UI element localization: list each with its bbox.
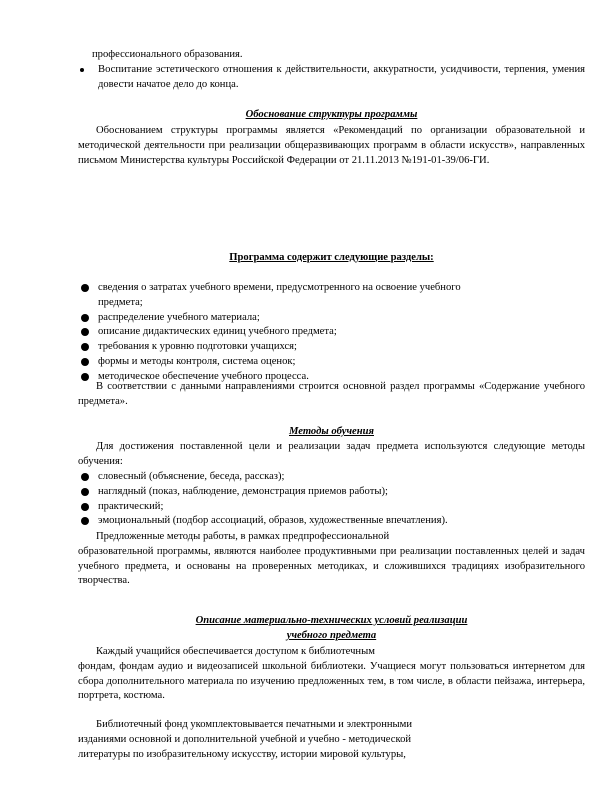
list-item: описание дидактических единиц учебного предмета; <box>78 325 508 340</box>
list-item: Воспитание эстетического отношения к действительности, аккуратности, усидчивости, терпения, умения довести начатое дело до конца. <box>78 63 585 93</box>
list-item: словесный (объяснение, беседа, рассказ); <box>78 470 585 485</box>
bullet-icon <box>81 328 89 336</box>
sections-heading: Программа содержит следующие разделы: <box>229 252 434 263</box>
bullet-icon <box>81 503 89 511</box>
methods-after <box>78 530 585 589</box>
bullet-icon <box>81 488 89 496</box>
list-item: требования к уровню подготовки учащихся; <box>78 340 508 355</box>
conditions-heading-line2: учебного предмета <box>286 629 377 641</box>
structure-heading: Обоснование структуры программы <box>245 109 418 120</box>
list-item: практический; <box>78 500 585 515</box>
methods-list <box>78 470 585 529</box>
bullet-icon <box>81 473 89 481</box>
bullet-icon <box>81 358 89 366</box>
intro-continuation: профессионального образования. <box>92 49 243 60</box>
intro-bullet-list <box>78 63 585 93</box>
conditions-p1-rest: фондам, фондам аудио и видеозаписей школьной библиотеки. Учащиеся могут пользоваться интернетом для сбора дополнительного материала по изучению предложенных тем, в том числе, в области пейзажа, интерьера, портрета, костюма. <box>78 660 585 702</box>
structure-text: Обоснованием структуры программы является «Рекомендаций по организации образовательной и методической деятельности при реализации общеразвивающих программ в области искусств», направленных письмом Министерства культуры Российской Федерации от 21.11.2013 №191-01-39/06-ГИ. <box>78 125 585 166</box>
list-item: сведения о затратах учебного времени, предусмотренного на освоение учебного предмета; <box>78 281 508 311</box>
methods-after-first-line: Предложенные методы работы, в рамках предпрофессиональной <box>96 531 390 542</box>
list-item: распределение учебного материала; <box>78 311 508 326</box>
conditions-p2-line3: литературы по изобразительному искусству, истории мировой культуры, <box>78 748 406 760</box>
methods-after-rest: образовательной программы, являются наиболее продуктивными при реализации поставленных целей и задач учебного предмета, и основаны на проверенных методиках, и сложившихся традициях изобразительного творчества. <box>78 545 585 587</box>
bullet-icon <box>81 284 89 292</box>
sections-after: В соответствии с данными направлениями строится основной раздел программы «Содержание учебного предмета». <box>78 381 585 407</box>
list-item: эмоциональный (подбор ассоциаций, образов, художественные впечатления). <box>78 514 585 529</box>
list-item: наглядный (показ, наблюдение, демонстрация приемов работы); <box>78 485 585 500</box>
bullet-icon <box>81 517 89 525</box>
sections-list <box>78 281 508 385</box>
conditions-p2-line2: изданиями основной и дополнительной учебной и учебно - методической <box>78 733 412 745</box>
methods-intro: Для достижения поставленной цели и реализации задач предмета используются следующие методы обучения: <box>78 441 585 467</box>
conditions-p2-line1: Библиотечный фонд укомплектовывается печатными и электронными <box>96 719 413 730</box>
conditions-paragraph-2 <box>78 718 585 762</box>
bullet-icon <box>81 343 89 351</box>
conditions-heading <box>78 614 585 644</box>
conditions-p1-first-line: Каждый учащийся обеспечивается доступом к библиотечным <box>96 646 375 657</box>
list-item: методическое обеспечение учебного процесса. <box>78 370 508 385</box>
bullet-icon <box>80 68 84 72</box>
list-item: формы и методы контроля, система оценок; <box>78 355 508 370</box>
conditions-paragraph-1 <box>78 645 585 704</box>
conditions-heading-line1: Описание материально-технических условий реализации <box>195 615 468 626</box>
methods-heading: Методы обучения <box>289 426 374 437</box>
bullet-icon <box>81 314 89 322</box>
